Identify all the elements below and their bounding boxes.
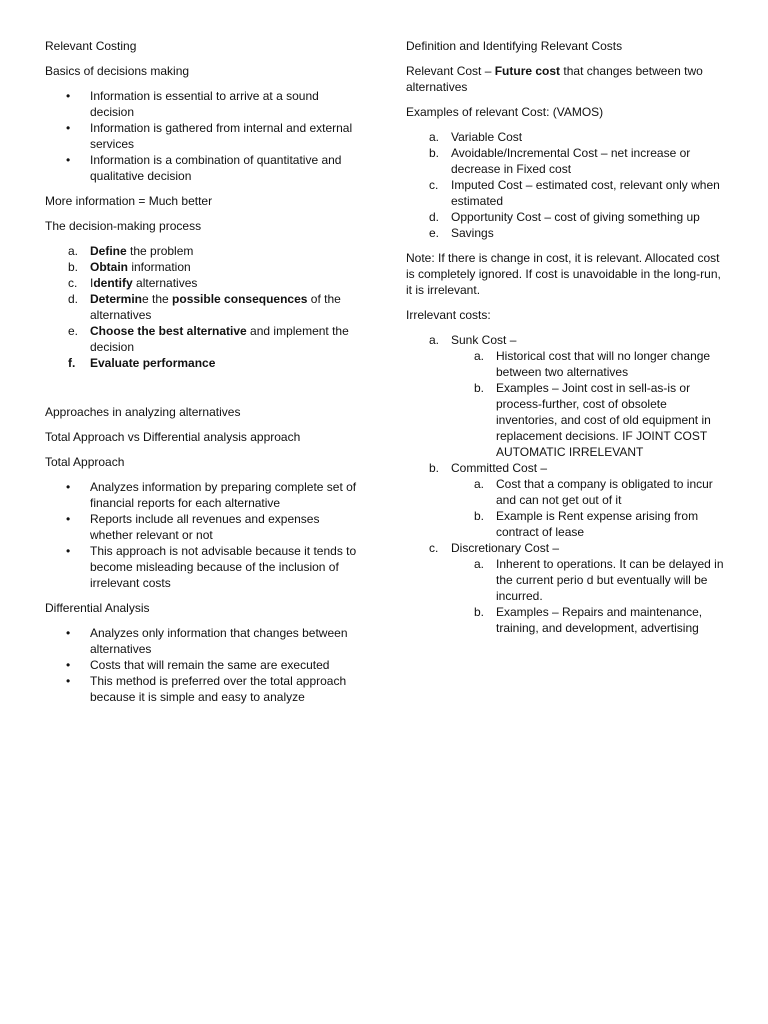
definition-text: that changes between two alternatives xyxy=(406,64,703,94)
list-marker: b. xyxy=(474,509,485,523)
list-item-text: Avoidable/Incremental Cost – net increase or decrease in Fixed cost xyxy=(451,146,691,176)
list-item: • Reports include all revenues and expenses whether relevant or not xyxy=(45,511,365,543)
list-item-sunk-cost xyxy=(406,332,728,460)
step-keyword: Choose the best alternative xyxy=(90,324,247,338)
vamos-list xyxy=(406,129,728,241)
list-marker: a. xyxy=(474,477,485,491)
process-list xyxy=(45,243,365,371)
sub-list-item-text: Historical cost that will no longer change between two alternatives xyxy=(496,349,711,379)
list-item xyxy=(406,145,728,177)
list-item: • Analyzes information by preparing complete set of financial reports for each alternative xyxy=(45,479,365,511)
step-text: information xyxy=(128,260,191,274)
left-column xyxy=(45,38,365,714)
process-step-define xyxy=(45,243,365,259)
list-item-discretionary-cost xyxy=(406,540,728,636)
sub-list-item xyxy=(451,556,728,604)
step-keyword: Obtain xyxy=(90,260,128,274)
sub-list-item xyxy=(451,508,728,540)
differential-list xyxy=(45,625,365,705)
process-step-determine xyxy=(45,291,365,323)
step-text: e the xyxy=(142,292,173,306)
basics-heading: Basics of decisions making xyxy=(45,64,190,78)
sub-list-item xyxy=(451,604,728,636)
list-marker: a. xyxy=(474,557,485,571)
section-title: Definition and Identifying Relevant Costs xyxy=(406,39,623,53)
list-item: • Information is gathered from internal and external services xyxy=(45,120,365,152)
list-marker: b. xyxy=(429,146,440,160)
list-marker: b. xyxy=(68,260,79,274)
list-item-text: Imputed Cost – estimated cost, relevant only when estimated xyxy=(451,178,720,208)
list-item-committed-cost xyxy=(406,460,728,540)
list-item: • This method is preferred over the total approach because it is simple and easy to analyze xyxy=(45,673,365,705)
list-item-text: Opportunity Cost – cost of giving something up xyxy=(451,210,700,224)
sub-list-item xyxy=(451,348,728,380)
list-marker: a. xyxy=(68,244,79,258)
sub-list-item-text: Example is Rent expense arising from contract of lease xyxy=(496,509,699,539)
list-item xyxy=(406,225,728,241)
list-marker: c. xyxy=(429,178,439,192)
differential-heading: Differential Analysis xyxy=(45,601,150,615)
list-marker: e. xyxy=(429,226,440,240)
step-keyword: Define xyxy=(90,244,127,258)
list-marker: d. xyxy=(429,210,440,224)
irrelevant-list xyxy=(406,332,728,636)
step-keyword: dentify xyxy=(93,276,133,290)
examples-heading: Examples of relevant Cost: (VAMOS) xyxy=(406,105,604,119)
step-text: the problem xyxy=(126,244,194,258)
spacer xyxy=(45,380,365,404)
list-item xyxy=(406,129,728,145)
step-keyword: Evaluate performance xyxy=(90,356,216,370)
sub-list-item-text: Examples – Repairs and maintenance, training, and development, advertising xyxy=(496,605,703,635)
list-marker: d. xyxy=(68,292,79,306)
list-item: • Analyzes only information that changes between alternatives xyxy=(45,625,365,657)
sub-list-item-text: Cost that a company is obligated to incur and can not get out of it xyxy=(496,477,713,507)
list-item-text: Savings xyxy=(451,226,494,240)
list-marker: b. xyxy=(474,381,485,395)
list-marker: a. xyxy=(429,333,440,347)
list-item-text: Variable Cost xyxy=(451,130,523,144)
total-approach-heading: Total Approach xyxy=(45,455,125,469)
list-marker: b. xyxy=(429,461,440,475)
basics-list xyxy=(45,88,365,184)
list-marker: b. xyxy=(474,605,485,619)
irrelevant-heading: Irrelevant costs: xyxy=(406,308,491,322)
sub-list-item xyxy=(451,476,728,508)
step-keyword: Determin xyxy=(90,292,143,306)
list-item xyxy=(406,177,728,209)
sub-list xyxy=(451,476,728,540)
list-item: • Costs that will remain the same are executed xyxy=(45,657,365,673)
more-info-line: More information = Much better xyxy=(45,194,213,208)
list-item-label: Committed Cost – xyxy=(451,461,548,475)
relevant-cost-definition xyxy=(406,63,728,95)
list-item-label: Sunk Cost – xyxy=(451,333,517,347)
process-step-choose xyxy=(45,323,365,355)
process-heading: The decision-making process xyxy=(45,219,202,233)
sub-list-item xyxy=(451,380,728,460)
list-marker: c. xyxy=(68,276,78,290)
process-step-obtain xyxy=(45,259,365,275)
note-paragraph: Note: If there is change in cost, it is relevant. Allocated cost is completely ignored. If cost is unavoidable in the long-run, it is irrelevant. xyxy=(406,251,721,297)
document-title: Relevant Costing xyxy=(45,39,137,53)
step-text: I xyxy=(90,276,94,290)
list-item-label: Discretionary Cost – xyxy=(451,541,560,555)
step-text: alternatives xyxy=(132,276,198,290)
step-text: and implement the decision xyxy=(90,324,349,354)
sub-list-item-text: Examples – Joint cost in sell-as-is or process-further, cost of obsolete inventories, and cost of old equipment in replacement decisions. IF JOINT COST AUTOMATIC IRRELEVANT xyxy=(496,381,711,459)
list-marker: e. xyxy=(68,324,79,338)
right-column xyxy=(406,38,728,645)
definition-keyword: Future cost xyxy=(494,64,561,78)
total-approach-list xyxy=(45,479,365,591)
list-item: • This approach is not advisable because it tends to become misleading because of the inclusion of irrelevant costs xyxy=(45,543,365,591)
list-marker: f. xyxy=(68,356,76,370)
process-step-identify xyxy=(45,275,365,291)
sub-list xyxy=(451,348,728,460)
step-keyword: possible consequences xyxy=(172,292,308,306)
sub-list-item-text: Inherent to operations. It can be delayed in the current perio d but eventually will be incurred. xyxy=(496,557,724,603)
list-marker: c. xyxy=(429,541,439,555)
step-text: of the alternatives xyxy=(90,292,341,322)
list-marker: a. xyxy=(429,130,440,144)
list-marker: a. xyxy=(474,349,485,363)
list-item: • Information is a combination of quantitative and qualitative decision xyxy=(45,152,365,184)
list-item xyxy=(406,209,728,225)
sub-list xyxy=(451,556,728,636)
approaches-heading: Approaches in analyzing alternatives xyxy=(45,405,241,419)
total-vs-differential-heading: Total Approach vs Differential analysis approach xyxy=(45,430,301,444)
definition-text: Relevant Cost – xyxy=(406,64,495,78)
list-item: • Information is essential to arrive at a sound decision xyxy=(45,88,365,120)
process-step-evaluate xyxy=(45,355,365,371)
